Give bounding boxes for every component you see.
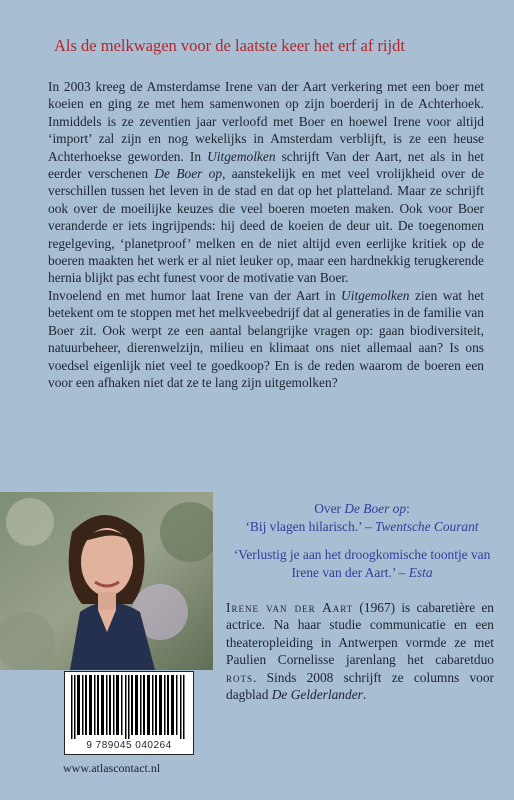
author-photo xyxy=(0,492,213,670)
blurb-text: zien wat het betekent om te stoppen met het melkveebedrijf dat al generaties in de familie van Boer zit. Ook werpt ze een aantal belangrijke vragen op: gaan biodiversiteit, natuurbeheer, dierenwelzijn, milieu en klimaat ons niet allemaal aan? Is ons voedsel eigenlijk niet veel te goedkoop? En is de reden waarom de boeren een voor een afhaken niet dat ze te lang zijn uitgemolken? xyxy=(48,287,484,390)
newspaper-name: De Gelderlander xyxy=(271,687,363,703)
barcode-bars xyxy=(69,675,189,739)
quote-1: ‘Bij vlagen hilarisch.’ – xyxy=(245,519,375,534)
headline: Als de melkwagen voor de laatste keer het erf af rijdt xyxy=(54,36,405,55)
blurb-text: , aanstekelijk en met veel vrolijkheid over de verschillen tussen het leven in de stad en dat op het platteland. Maar ze schrijft ook over de moeilijke keuzes die veel boeren moeten maken. Ook voor Boer veranderde er iets ingrijpends: hij deed de koeien de deur uit. De toegenomen regelgeving, ‘planetproof’ melken en de niet altijd even eerlijke kritiek op de boeren maakten het werk er al niet leuker op, maar een hardnekkig terugkerende hernia blijkt pas echt funest voor de motivatie van Boer. xyxy=(48,166,484,286)
review-quotes xyxy=(226,500,498,592)
author-bio-text: (1967) is cabaretière en actrice. Na haar studie communicatie en een theateropleiding in Antwerpen vormde ze met Paulien Cornelisse jarenlang het cabaretduo xyxy=(226,600,494,668)
book-title: Uitgemolken xyxy=(207,148,276,164)
publisher-url[interactable]: www.atlascontact.nl xyxy=(63,761,161,775)
blurb xyxy=(48,78,484,391)
quote-2-block xyxy=(226,546,498,582)
quote-intro xyxy=(226,500,498,536)
author-name: Irene van der Aart xyxy=(226,600,354,615)
book-title: Uitgemolken xyxy=(341,287,410,303)
blurb-paragraph-2 xyxy=(48,287,484,391)
book-title: De Boer op xyxy=(154,166,223,182)
blurb-paragraph-1 xyxy=(48,78,484,287)
quote-intro-colon: : xyxy=(406,501,410,516)
quote-2: ‘Verlustig je aan het droogkomische toontje van Irene van der Aart.’ – xyxy=(233,547,491,580)
author-bio-text: . Sinds 2008 schrijft ze columns voor dagblad xyxy=(226,669,494,703)
quote-book-title: De Boer op xyxy=(344,501,407,516)
blurb-text: In 2003 kreeg de Amsterdamse Irene van der Aart verkering met een boer met koeien en ging ze met hem samenwonen op zijn boerderij in de Achterhoek. Inmiddels is ze zeventien jaar verloofd met Boer en hoewel Irene voor altijd ‘import’ zal zijn en nog wekelijks in Amsterdam verblijft, is ze een heuse Achterhoekse geworden. In xyxy=(48,79,484,164)
author-bio-text: . xyxy=(362,687,367,703)
cabaret-duo-name: rots xyxy=(226,669,254,685)
barcode xyxy=(64,671,194,755)
blurb-text: schrijft Van der Aart, net als in het eerder verschenen xyxy=(48,148,484,182)
barcode-number: 9 789045 040264 xyxy=(86,740,172,751)
quote-intro-text: Over xyxy=(314,501,345,516)
quote-1-source: Twentsche Courant xyxy=(375,519,479,534)
author-bio xyxy=(226,599,494,703)
quote-2-source: Esta xyxy=(408,565,433,580)
blurb-text: Invoelend en met humor laat Irene van der Aart in xyxy=(48,287,342,303)
